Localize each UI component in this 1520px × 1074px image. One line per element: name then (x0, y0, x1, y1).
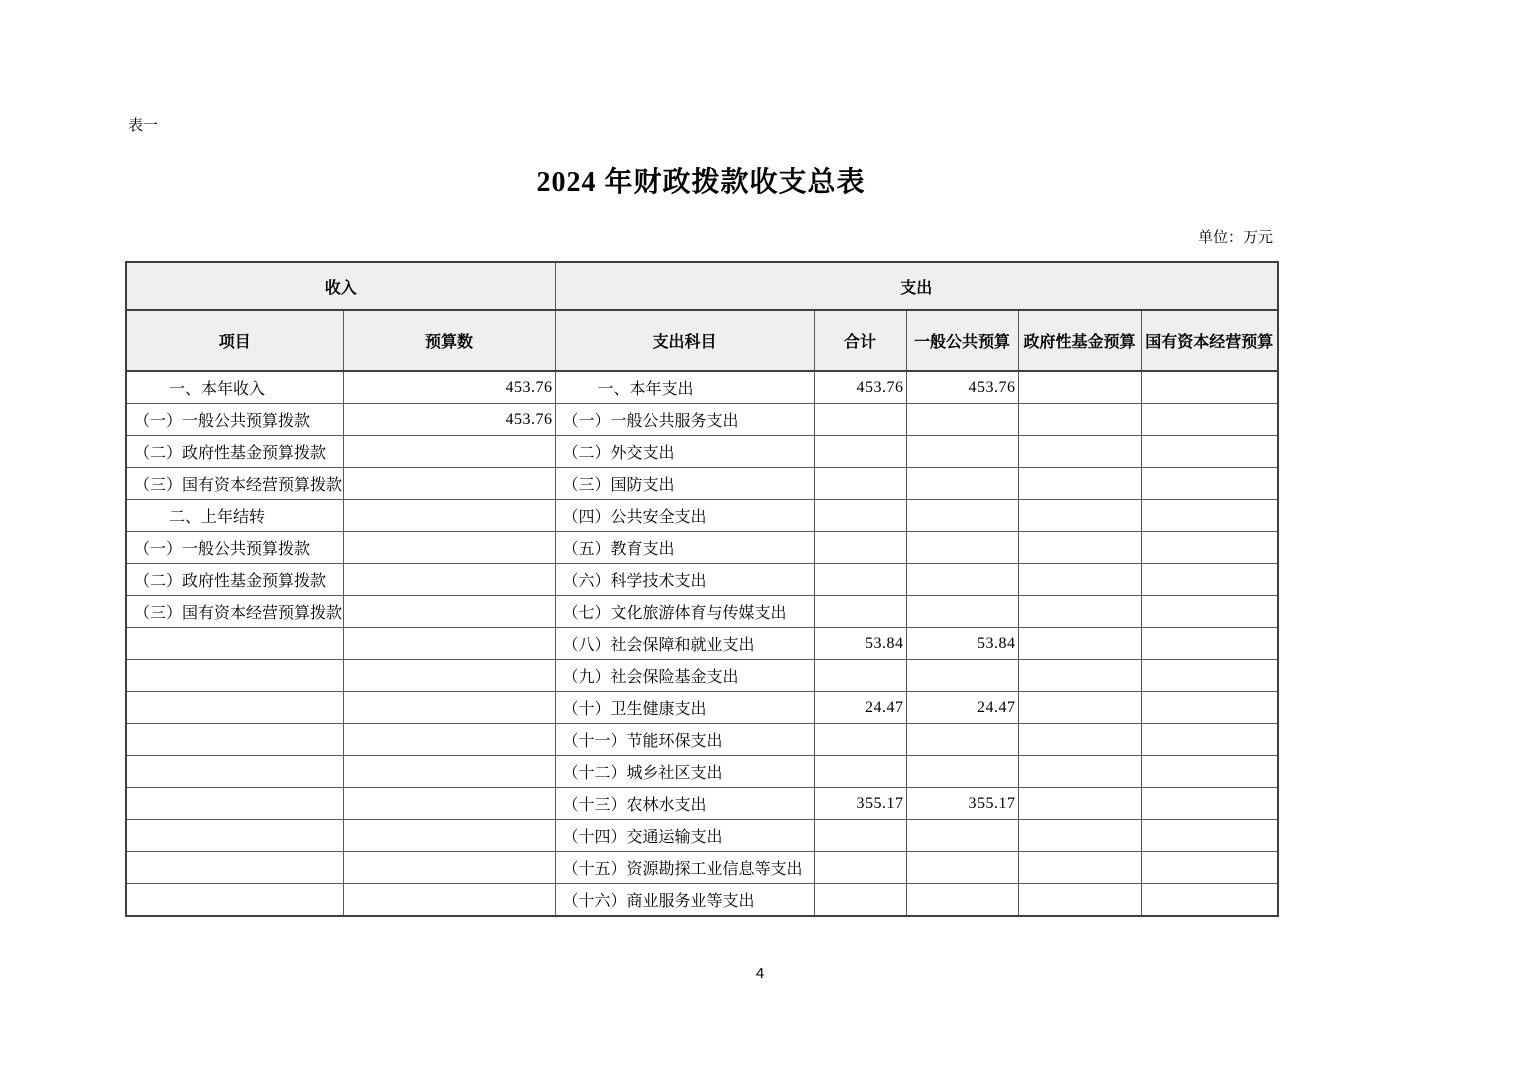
table-row (126, 660, 1278, 692)
expense-total-cell (814, 820, 906, 852)
table-row (126, 884, 1278, 917)
expense-item-cell: （十三）农林水支出 (555, 788, 814, 820)
expense-total-cell (814, 532, 906, 564)
column-header-state-capital: 国有资本经营预算 (1141, 310, 1278, 371)
gov-fund-budget-cell (1018, 436, 1141, 468)
table-row (126, 468, 1278, 500)
table-row (126, 500, 1278, 532)
expense-total-cell (814, 660, 906, 692)
general-public-budget-cell (906, 820, 1018, 852)
income-item-cell: （三）国有资本经营预算拨款 (126, 596, 343, 628)
general-public-budget-cell (906, 884, 1018, 917)
table-header (126, 262, 1278, 371)
income-budget-cell (343, 660, 555, 692)
table-row (126, 852, 1278, 884)
expense-total-cell: 53.84 (814, 628, 906, 660)
table-row (126, 404, 1278, 436)
general-public-budget-cell (906, 468, 1018, 500)
table-row (126, 820, 1278, 852)
general-public-budget-cell (906, 724, 1018, 756)
general-public-budget-cell (906, 852, 1018, 884)
gov-fund-budget-cell (1018, 852, 1141, 884)
table-row (126, 596, 1278, 628)
income-item-cell (126, 788, 343, 820)
table-row (126, 564, 1278, 596)
income-item-cell: （三）国有资本经营预算拨款 (126, 468, 343, 500)
column-header-income-budget: 预算数 (343, 310, 555, 371)
expense-item-cell: （十二）城乡社区支出 (555, 756, 814, 788)
income-budget-cell (343, 852, 555, 884)
income-budget-cell (343, 788, 555, 820)
general-public-budget-cell (906, 532, 1018, 564)
table-row (126, 436, 1278, 468)
page-number: 4 (755, 965, 765, 982)
gov-fund-budget-cell (1018, 371, 1141, 404)
expense-item-cell: 一、本年支出 (555, 371, 814, 404)
income-budget-cell (343, 628, 555, 660)
income-item-cell (126, 724, 343, 756)
expense-item-cell: （四）公共安全支出 (555, 500, 814, 532)
income-budget-cell: 453.76 (343, 404, 555, 436)
income-item-cell: （一）一般公共预算拨款 (126, 532, 343, 564)
state-capital-budget-cell (1141, 884, 1278, 917)
gov-fund-budget-cell (1018, 692, 1141, 724)
expense-total-cell: 24.47 (814, 692, 906, 724)
state-capital-budget-cell (1141, 564, 1278, 596)
gov-fund-budget-cell (1018, 500, 1141, 532)
table-row (126, 628, 1278, 660)
page-title: 2024 年财政拨款收支总表 (536, 167, 866, 198)
general-public-budget-cell (906, 660, 1018, 692)
general-public-budget-cell: 453.76 (906, 371, 1018, 404)
gov-fund-budget-cell (1018, 468, 1141, 500)
income-budget-cell (343, 468, 555, 500)
header-group-row (126, 262, 1278, 310)
table-row (126, 788, 1278, 820)
general-public-budget-cell (906, 404, 1018, 436)
income-item-cell (126, 820, 343, 852)
general-public-budget-cell (906, 500, 1018, 532)
income-budget-cell (343, 436, 555, 468)
income-budget-cell (343, 756, 555, 788)
general-public-budget-cell: 24.47 (906, 692, 1018, 724)
state-capital-budget-cell (1141, 596, 1278, 628)
state-capital-budget-cell (1141, 852, 1278, 884)
table-body (126, 371, 1278, 916)
state-capital-budget-cell (1141, 468, 1278, 500)
table-label: 表一 (128, 118, 159, 134)
expense-item-cell: （十六）商业服务业等支出 (555, 884, 814, 917)
expense-item-cell: （一）一般公共服务支出 (555, 404, 814, 436)
gov-fund-budget-cell (1018, 820, 1141, 852)
income-item-cell (126, 692, 343, 724)
state-capital-budget-cell (1141, 724, 1278, 756)
expense-total-cell (814, 596, 906, 628)
expense-total-cell: 453.76 (814, 371, 906, 404)
budget-table (125, 261, 1279, 917)
state-capital-budget-cell (1141, 628, 1278, 660)
gov-fund-budget-cell (1018, 404, 1141, 436)
general-public-budget-cell (906, 564, 1018, 596)
expense-item-cell: （十四）交通运输支出 (555, 820, 814, 852)
income-item-cell (126, 756, 343, 788)
gov-fund-budget-cell (1018, 724, 1141, 756)
expense-item-cell: （九）社会保险基金支出 (555, 660, 814, 692)
expense-total-cell (814, 500, 906, 532)
state-capital-budget-cell (1141, 692, 1278, 724)
income-item-cell: 二、上年结转 (126, 500, 343, 532)
income-budget-cell (343, 500, 555, 532)
state-capital-budget-cell (1141, 371, 1278, 404)
gov-fund-budget-cell (1018, 660, 1141, 692)
gov-fund-budget-cell (1018, 564, 1141, 596)
state-capital-budget-cell (1141, 404, 1278, 436)
gov-fund-budget-cell (1018, 884, 1141, 917)
expense-item-cell: （五）教育支出 (555, 532, 814, 564)
column-header-expense-item: 支出科目 (555, 310, 814, 371)
income-budget-cell (343, 884, 555, 917)
expense-total-cell (814, 468, 906, 500)
state-capital-budget-cell (1141, 788, 1278, 820)
gov-fund-budget-cell (1018, 532, 1141, 564)
table-row (126, 724, 1278, 756)
state-capital-budget-cell (1141, 660, 1278, 692)
column-header-gov-fund: 政府性基金预算 (1018, 310, 1141, 371)
expense-total-cell (814, 756, 906, 788)
expense-item-cell: （八）社会保障和就业支出 (555, 628, 814, 660)
income-item-cell: （二）政府性基金预算拨款 (126, 436, 343, 468)
gov-fund-budget-cell (1018, 756, 1141, 788)
expense-total-cell (814, 404, 906, 436)
expense-total-cell (814, 852, 906, 884)
income-item-cell: （二）政府性基金预算拨款 (126, 564, 343, 596)
state-capital-budget-cell (1141, 436, 1278, 468)
income-item-cell: 一、本年收入 (126, 371, 343, 404)
table-row (126, 371, 1278, 404)
gov-fund-budget-cell (1018, 628, 1141, 660)
income-budget-cell (343, 692, 555, 724)
gov-fund-budget-cell (1018, 788, 1141, 820)
expense-total-cell (814, 564, 906, 596)
income-item-cell (126, 660, 343, 692)
table-row (126, 756, 1278, 788)
income-item-cell (126, 852, 343, 884)
header-columns-row (126, 310, 1278, 371)
table-row (126, 532, 1278, 564)
expense-item-cell: （二）外交支出 (555, 436, 814, 468)
income-budget-cell (343, 724, 555, 756)
income-budget-cell (343, 820, 555, 852)
expense-item-cell: （十五）资源勘探工业信息等支出 (555, 852, 814, 884)
column-header-income-item: 项目 (126, 310, 343, 371)
expense-item-cell: （六）科学技术支出 (555, 564, 814, 596)
column-header-general-public: 一般公共预算 (906, 310, 1018, 371)
expense-total-cell (814, 724, 906, 756)
expense-item-cell: （十一）节能环保支出 (555, 724, 814, 756)
expense-item-cell: （三）国防支出 (555, 468, 814, 500)
general-public-budget-cell (906, 756, 1018, 788)
general-public-budget-cell (906, 596, 1018, 628)
expense-item-cell: （七）文化旅游体育与传媒支出 (555, 596, 814, 628)
expense-total-cell: 355.17 (814, 788, 906, 820)
expense-total-cell (814, 884, 906, 917)
header-income-group: 收入 (126, 262, 555, 310)
state-capital-budget-cell (1141, 532, 1278, 564)
state-capital-budget-cell (1141, 820, 1278, 852)
column-header-total: 合计 (814, 310, 906, 371)
income-budget-cell (343, 564, 555, 596)
table-row (126, 692, 1278, 724)
income-budget-cell: 453.76 (343, 371, 555, 404)
state-capital-budget-cell (1141, 756, 1278, 788)
general-public-budget-cell (906, 436, 1018, 468)
general-public-budget-cell: 53.84 (906, 628, 1018, 660)
income-item-cell (126, 884, 343, 917)
expense-total-cell (814, 436, 906, 468)
expense-item-cell: （十）卫生健康支出 (555, 692, 814, 724)
income-item-cell: （一）一般公共预算拨款 (126, 404, 343, 436)
income-item-cell (126, 628, 343, 660)
general-public-budget-cell: 355.17 (906, 788, 1018, 820)
state-capital-budget-cell (1141, 500, 1278, 532)
income-budget-cell (343, 532, 555, 564)
header-expense-group: 支出 (555, 262, 1278, 310)
income-budget-cell (343, 596, 555, 628)
gov-fund-budget-cell (1018, 596, 1141, 628)
unit-note: 单位：万元 (1197, 230, 1273, 246)
